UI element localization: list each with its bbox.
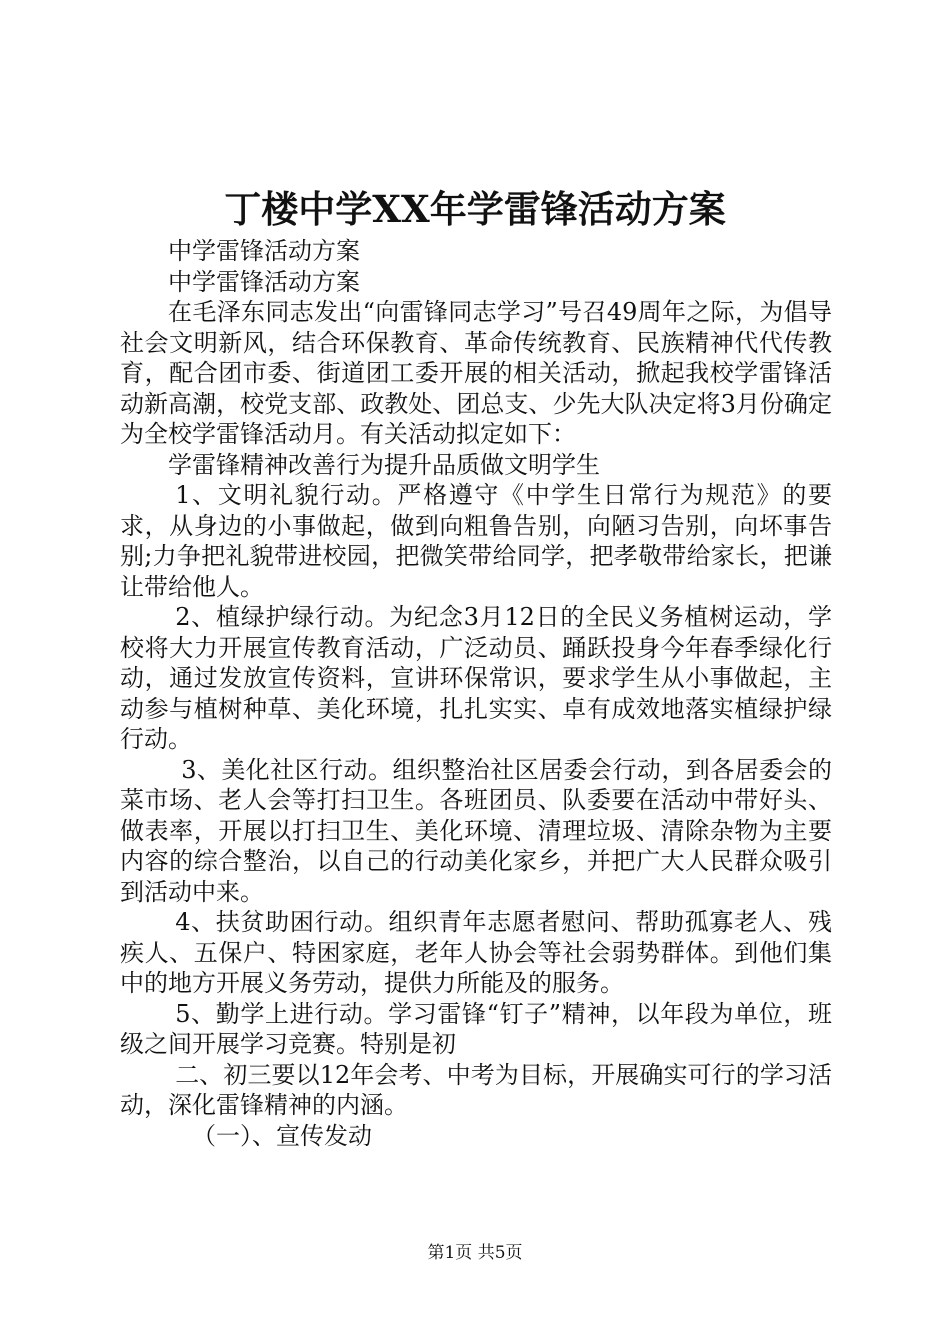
paragraph-subtitle-2: 中学雷锋活动方案 (168, 267, 360, 296)
paragraph-item-5: 5、勤学上进行动。学习雷锋“钉子”精神，以年段为单位，班级之间开展学习竞赛。特别是初 (120, 999, 832, 1058)
paragraph-item-4: 4、扶贫助困行动。组织青年志愿者慰问、帮助孤寡老人、残疾人、五保户、特困家庭，老年人协会等社会弱势群体。到他们集中的地方开展义务劳动，提供力所能及的服务。 (120, 908, 832, 997)
document-title: 丁楼中学XX年学雷锋活动方案 (224, 187, 726, 231)
paragraph-item-1: 1、文明礼貌行动。严格遵守《中学生日常行为规范》的要求，从身边的小事做起，做到向粗鲁告别，向陋习告别，向坏事告别;力争把礼貌带进校园，把微笑带给同学，把孝敬带给家长，把谦让带给他人。 (120, 481, 832, 601)
document-body (120, 236, 832, 1151)
page-footer: 第1页 共5页 (427, 1243, 523, 1263)
paragraph-item-2: 2、植绿护绿行动。为纪念3月12日的全民义务植树运动，学校将大力开展宣传教育活动，广泛动员、踊跃投身今年春季绿化行动，通过发放宣传资料，宣讲环保常识，要求学生从小事做起，主动参与植树种草、美化环境，扎扎实实、卓有成效地落实植绿护绿行动。 (120, 603, 832, 753)
paragraph-item-3: 3、美化社区行动。组织整治社区居委会行动，到各居委会的菜市场、老人会等打扫卫生。各班团员、队委要在活动中带好头、做表率，开展以打扫卫生、美化环境、清理垃圾、清除杂物为主要内容的综合整治，以自己的行动美化家乡，并把广大人民群众吸引到活动中来。 (120, 755, 832, 906)
paragraph-subtitle-1: 中学雷锋活动方案 (168, 237, 360, 265)
paragraph-grade-goals: 二、初三要以12年会考、中考为目标，开展确实可行的学习活动，深化雷锋精神的内涵。 (120, 1060, 832, 1119)
paragraph-intro: 在毛泽东同志发出“向雷锋同志学习”号召49周年之际，为倡导社会文明新风，结合环保教育、革命传统教育、民族精神代代传教育，配合团市委、街道团工委开展的相关活动，掀起我校学雷锋活动新高潮，校党支部、政教处、团总支、少先大队决定将3月份确定为全校学雷锋活动月。有关活动拟定如下： (120, 298, 832, 448)
paragraph-section-heading: （一）、宣传发动 (192, 1121, 372, 1150)
paragraph-theme: 学雷锋精神改善行为提升品质做文明学生 (168, 450, 600, 479)
